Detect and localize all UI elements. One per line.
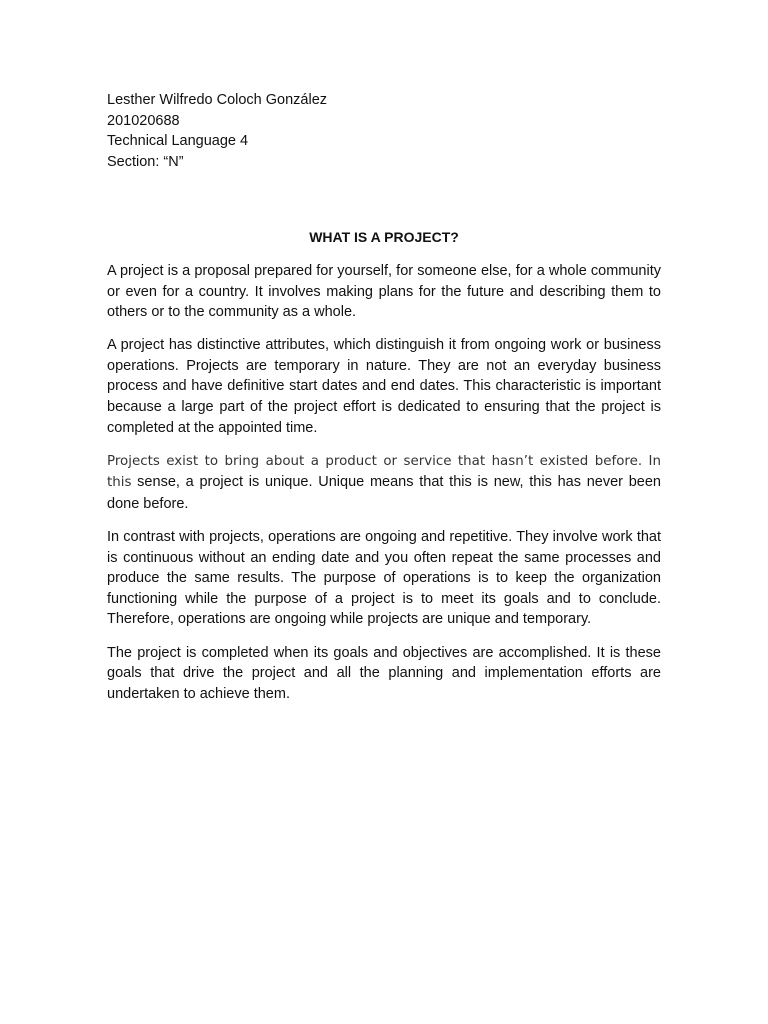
paragraph-uniqueness-lead: Projects exist to bring about a product or service that hasn’t existed before. In this	[107, 453, 661, 491]
course-name: Technical Language 4	[107, 133, 249, 150]
paragraph-definition: A project is a proposal prepared for yourself, for someone else, for a whole community or even for a country. It involves making plans for the future and describing them to others or to the community as a whole.	[107, 263, 661, 321]
author-header	[107, 90, 327, 172]
paragraph-completion: The project is completed when its goals and objectives are accomplished. It is these goals that drive the project and all the planning and implementation efforts are undertaken to achieve them.	[107, 644, 661, 702]
section-label: Section: “N”	[107, 153, 184, 170]
paragraph-uniqueness-rest: sense, a project is unique. Unique means that this is new, this has never been done before.	[107, 474, 661, 512]
paragraph-operations: In contrast with projects, operations are ongoing and repetitive. They involve work that is continuous without an ending date and you often repeat the same processes and produce the same results. The purpose of operations is to keep the organization functioning while the purpose of a project is to meet its goals and to conclude. Therefore, operations are ongoing while projects are unique and temporary.	[107, 529, 661, 628]
paragraph-attributes: A project has distinctive attributes, which distinguish it from ongoing work or business operations. Projects are temporary in nature. They are not an everyday business process and have definitive start dates and end dates. This characteristic is important because a large part of the project effort is dedicated to ensuring that the project is completed at the appointed time.	[107, 337, 661, 436]
document-body	[107, 261, 661, 717]
student-id: 201020688	[107, 112, 180, 129]
paragraph-uniqueness	[107, 451, 661, 515]
document-title: WHAT IS A PROJECT?	[309, 229, 459, 245]
author-name: Lesther Wilfredo Coloch González	[107, 92, 328, 108]
